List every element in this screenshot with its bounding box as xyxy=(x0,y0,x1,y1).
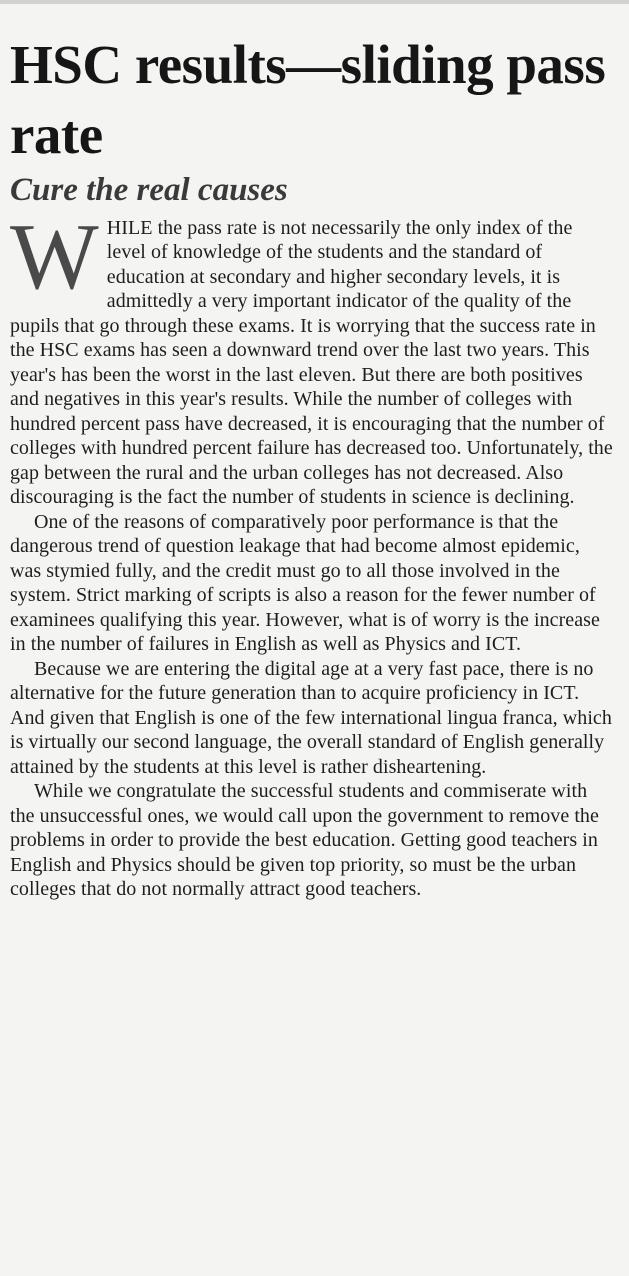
paragraph-1 xyxy=(10,204,615,510)
paragraph-4: While we congratulate the successful students and commiserate with the unsuccessful ones, we would call upon the government to remove the problems in order to provide the best education. Getting good teachers in English and Physics should be given top priority, so must be the urban colleges that do not normally attract good teachers. xyxy=(10,780,599,901)
headline: HSC results—sliding pass rate xyxy=(10,34,606,165)
paragraph-3: Because we are entering the digital age at a very fast pace, there is no alternative for the future generation than to acquire proficiency in ICT. And given that English is one of the few international lingua franca, which is virtually our second language, the overall standard of English generally attained by the students at this level is rather disheartening. xyxy=(10,657,612,778)
subheadline: Cure the real causes xyxy=(10,171,288,208)
article-body xyxy=(10,204,615,902)
drop-cap: W xyxy=(10,204,99,309)
paragraph-2: One of the reasons of comparatively poor performance is that the dangerous trend of question leakage that had become almost epidemic, was stymied fully, and the credit must go to all those involved in the system. Strict marking of scripts is also a reason for the fewer number of examinees qualifying this year. However, what is of worry is the increase in the number of failures in English as well as Physics and ICT. xyxy=(10,510,600,656)
paragraph-1-text: HILE the pass rate is not necessarily the only index of the level of knowledge of the students and the standard of education at secondary and higher secondary levels, it is admittedly a very important indicator of the quality of the pupils that go through these exams. It is worrying that the success rate in the HSC exams has seen a downward trend over the last two years. This year's has been the worst in the last eleven. But there are both positives and negatives in this year's results. While the number of colleges with hundred percent pass have decreased, it is encouraging that the number of colleges with hundred percent failure has decreased too. Unfortunately, the gap between the rural and the urban colleges has not decreased. Also discouraging is the fact the number of students in science is declining. xyxy=(10,216,613,509)
